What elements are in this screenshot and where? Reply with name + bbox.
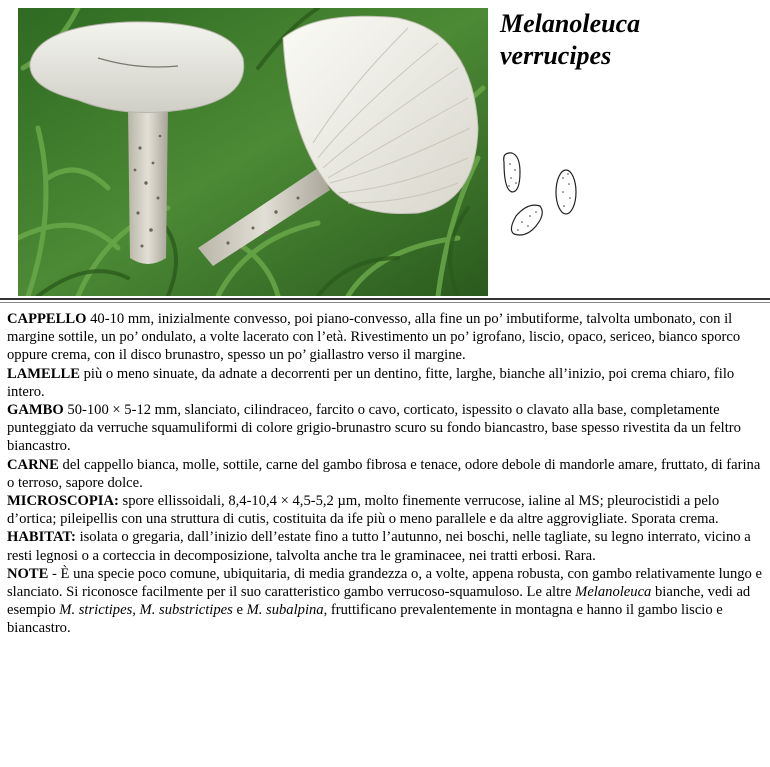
section-heading: HABITAT: [7, 529, 76, 546]
separator-line [0, 298, 770, 300]
section-heading: CAPPELLO [7, 311, 87, 327]
mushroom-photo [18, 8, 488, 296]
section-heading: NOTE [7, 565, 49, 582]
section-lamelle [7, 365, 763, 401]
spore-icon [504, 153, 576, 235]
section-text: del cappello bianca, molle, sottile, carne del gambo fibrosa e tenace, odore debole di mandorle amare, fruttato, di farina o terroso, sapore dolce. [7, 456, 761, 491]
section-heading: GAMBO [7, 402, 64, 419]
section-cappello [7, 310, 763, 365]
section-heading: MICROSCOPIA: [7, 493, 119, 510]
section-text: 50-100 × 5-12 mm, slanciato, cilindraceo, farcito o cavo, corticato, ispessito o clavato alla base, completamente punteggiato da verruche squamuliformi di colore grigio-brunastro scuro su fondo biancastro, base spesso rivestita da un feltro biancastro. [7, 402, 741, 455]
section-heading: LAMELLE [7, 365, 80, 382]
mushroom-illustration [18, 8, 488, 296]
spore-drawings [500, 150, 590, 245]
section-gambo [7, 401, 763, 456]
section-text: bianche, vedi ad esempio [7, 584, 751, 619]
section-microscopia [7, 492, 763, 528]
section-text: - È una specie poco comune, ubiquitaria, di media grandezza o, a volte, appena robusta, con gambo relativamente lungo e slanciato. Si riconosce facilmente per il suo caratteristico gambo verrucoso-squamuloso. Le altre [7, 565, 762, 601]
section-text: , fruttificano prevalentemente in montagna e hanno il gambo liscio e biancastro. [7, 602, 723, 637]
section-note [7, 565, 763, 638]
title-genus: Melanoleuca [500, 9, 641, 38]
title-species: verrucipes [500, 41, 612, 70]
section-carne [7, 456, 763, 492]
description-text [7, 310, 763, 638]
section-text: più o meno sinuate, da adnate a decorrenti per un dentino, fitte, larghe, bianche all’inizio, poi crema chiaro, filo intero. [7, 365, 735, 400]
species-title [500, 8, 760, 72]
section-text: e [232, 602, 247, 619]
section-text: spore ellissoidali, 8,4-10,4 × 4,5-5,2 µm, molto finemente verrucose, ialine al MS; pleurocistidi a pelo d’ortica; pileipellis con una struttura di cutis, costituita da ife più o meno parallele e da altre aggrovigliate. Sporata crema. [7, 493, 720, 528]
separator-line-thin [0, 302, 770, 303]
section-text: 40-10 mm, inizialmente convesso, poi piano-convesso, alla fine un po’ imbutiforme, talvolta umbonato, con il margine sottile, un po’ ondulato, a volte lacerato con l’età. Rivestimento un po’ igrofano, liscio, opaco, sericeo, bianco sporco oppure crema, con il disco brunastro, spesso un po’ giallastro verso il margine. [7, 311, 741, 364]
italic-taxon: Melanoleuca [575, 584, 652, 601]
italic-taxon: M. subalpina [246, 602, 324, 619]
section-text: isolata o gregaria, dall’inizio dell’estate fino a tutto l’autunno, nei boschi, nelle tagliate, su legno interrato, vicino a resti legnosi o a corteccia in decomposizione, talvolta anche tra le graminacee, nei tratti erbosi. Rara. [7, 529, 751, 564]
italic-taxon: M. strictipes, M. substrictipes [59, 602, 233, 619]
section-habitat [7, 528, 763, 564]
section-heading: CARNE [7, 456, 59, 473]
